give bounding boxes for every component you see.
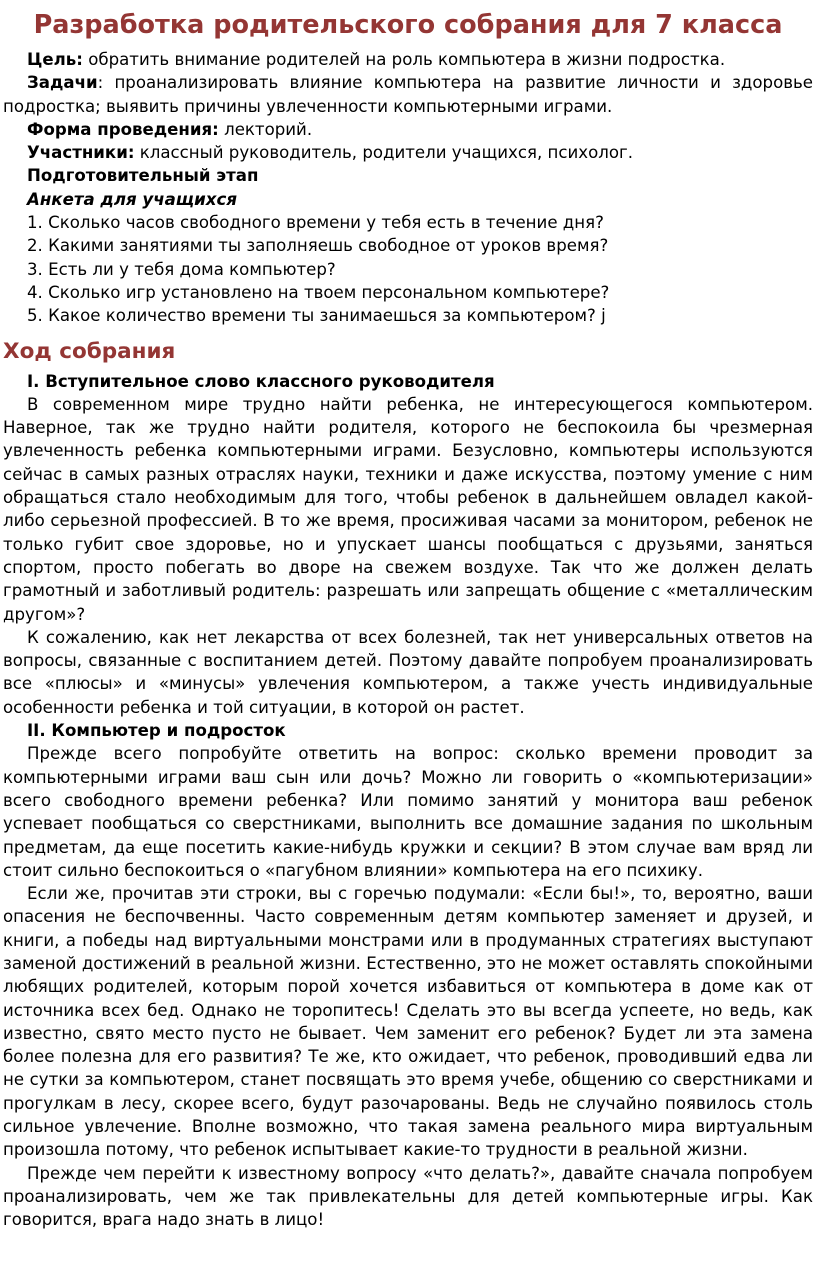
section2-paragraph-1: Прежде всего попробуйте ответить на вопрос: сколько времени проводит за компьютерными играми ваш сын или дочь? Можно ли говорить о «компьютеризации» всего свободного времени ребенка? Или помимо занятий у монитора ваш ребенок успевает пообщаться со сверстниками, выполнить все домашние задания по школьным предметам, да еще посетить какие-нибудь кружки и секции? В этом случае вам вряд ли стоит сильно беспокоиться о «пагубном влиянии» компьютера на его психику. [3,744,813,880]
form-label: Форма проведения: [27,119,219,139]
survey-item: 4. Сколько игр установлено на твоем персональном компьютере? [27,282,610,302]
survey-item: 2. Какими занятиями ты заполняешь свободное от уроков время? [27,236,609,256]
form-text: лекторий. [218,119,313,139]
survey-list [3,211,813,327]
survey-title: Анкета для учащихся [27,189,237,209]
tasks-label: Задачи [27,73,98,93]
participants-label: Участники: [27,143,135,163]
meeting-overview [3,48,813,328]
prep-stage-heading: Подготовительный этап [27,166,259,186]
document-title: Разработка родительского собрания для 7 класса [33,10,783,40]
survey-item: 3. Есть ли у тебя дома компьютер? [27,259,336,279]
section2-paragraph-2: Если же, прочитав эти строки, вы с горечью подумали: «Если бы!», то, вероятно, ваши опасения не беспочвенны. Часто современным детям компьютер заменяет и друзей, и книги, а победы над виртуальными монстрами или в продуманных стратегиях выступают заменой достижений в реальной жизни. Естественно, это не может оставлять спокойными любящих родителей, которым порой хочется избавиться от компьютера в доме как от источника всех бед. Однако не торопитесь! Сделать это вы всегда успеете, но ведь, как известно, свято место пусто не бывает. Чем заменит его ребенок? Будет ли эта замена более полезна для его развития? Те же, кто ожидает, что ребенок, проводивший едва ли не сутки за компьютером, станет посвящать это время учебе, общению со сверстниками и прогулкам в лесу, скорее всего, будут разочарованы. Ведь не случайно появилось столь сильное увлечение. Вполне возможно, что такая замена реального мира виртуальным произошла потому, что ребенок испытывает какие-то трудности в реальной жизни. [3,884,813,1160]
goal-label: Цель: [27,50,83,69]
section-computer-and-teen [3,719,813,1232]
survey-item: 5. Какое количество времени ты занимаешься за компьютером? j [27,306,606,326]
section1-title: I. Вступительное слово классного руководителя [27,371,495,391]
form-line [3,118,813,141]
section2-title: II. Компьютер и подросток [27,721,286,741]
meeting-heading: Ход собрания [3,338,176,364]
tasks-line [3,71,813,118]
goal-line [3,48,813,71]
section1-paragraph-2: К сожалению, как нет лекарства от всех болезней, так нет универсальных ответов на вопросы, связанные с воспитанием детей. Поэтому давайте попробуем проанализировать все «плюсы» и «минусы» увлечения компьютером, а также учесть индивидуальные особенности ребенка и той ситуации, в которой он растет. [3,627,813,717]
goal-text: обратить внимание родителей на роль компьютера в жизни подростка. [82,50,726,69]
participants-text: классный руководитель, родители учащихся, психолог. [134,143,633,163]
tasks-text: : проанализировать влияние компьютера на развитие личности и здоровье подростка; выявить причины увлеченности компьютерными играми. [3,73,813,116]
participants-line [3,141,813,164]
section2-paragraph-3: Прежде чем перейти к известному вопросу «что делать?», давайте сначала попробуем проанализировать, чем же так привлекательны для детей компьютерные игры. Как говорится, врага надо знать в лицо! [3,1163,813,1230]
section1-paragraph-1: В современном мире трудно найти ребенка, не интересующегося компьютером. Наверное, так же трудно найти родителя, которого не беспокоила бы чрезмерная увлеченность ребенка компьютерными играми. Безусловно, компьютеры используются сейчас в самых разных отраслях науки, техники и даже искусства, поэтому умение с ним обращаться стало необходимым для того, чтобы ребенок в дальнейшем овладел какой-либо серьезной профессией. В то же время, просиживая часами за монитором, ребенок не только губит свое здоровье, но и упускает шансы пообщаться с друзьями, заняться спортом, просто побегать во дворе на свежем воздухе. Так что же должен делать грамотный и заботливый родитель: разрешать или запрещать общение с «металлическим другом»? [3,394,813,624]
survey-item: 1. Сколько часов свободного времени у тебя есть в течение дня? [27,213,604,233]
section-introduction [3,370,813,719]
